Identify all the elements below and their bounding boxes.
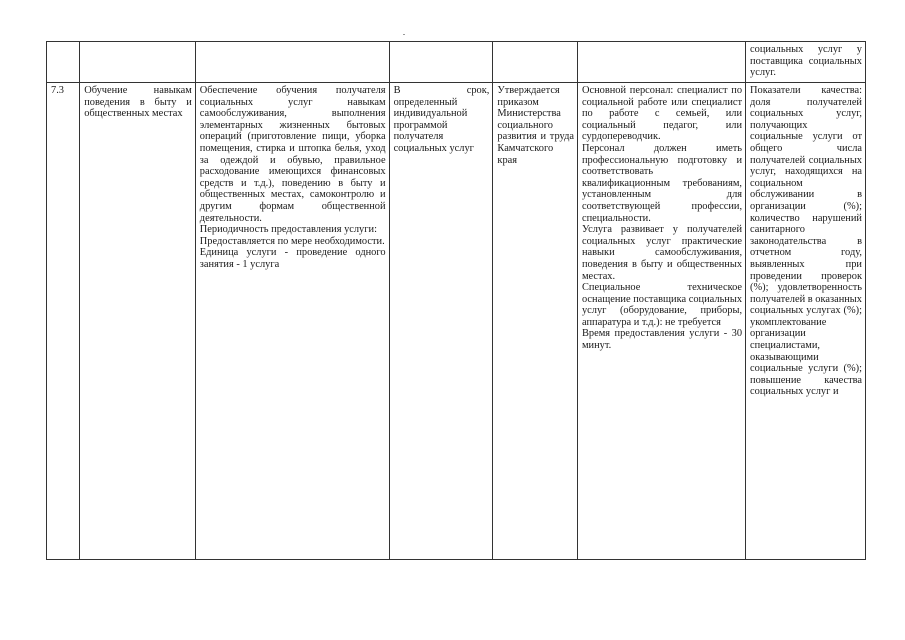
service-name-cell [80, 83, 196, 560]
quality-indicators: Показатели качества: доля получателей социальных услуг, получающих социальные услуги от общего числа получателей социальных услуг, находящихся на социальном обслуживании в организации (%); количество нарушений санитарного законодательства в отчетном году, выявленных при проведении проверок (%); удовлетворенность получателей в оказанных социальных услугах (%); укомплектование организации специалистами, оказывающими социальные услуги (%); повышение качества социальных услуг и [750, 85, 862, 398]
continuation-row [47, 42, 866, 83]
approval-cell [493, 83, 578, 560]
cont-number-cell [47, 42, 80, 83]
page-speck [403, 34, 405, 35]
approval-text: Утверждается приказом Министерства социального развития и труда Камчатского края [497, 85, 574, 166]
service-unit-text: Единица услуги - проведение одного занятия - 1 услуга [199, 247, 386, 270]
services-table [46, 41, 866, 560]
row-number: 7.3 [51, 85, 64, 96]
periodicity-heading: Периодичность предоставления услуги: [199, 224, 377, 236]
cont-quality-cell [746, 42, 866, 83]
cont-staff-cell [577, 42, 745, 83]
staff-cell [577, 83, 745, 560]
cont-approval-cell [493, 42, 578, 83]
quality-cell [746, 83, 866, 560]
service-name: Обучение навыкам поведения в быту и общественных местах [84, 85, 192, 120]
equipment-text: Специальное техническое оснащение поставщика социальных услуг (оборудование, приборы, аппаратура и т.д.): не требуется [581, 282, 743, 328]
cont-description-cell [195, 42, 389, 83]
description-paragraph: Обеспечение обучения получателя социальных услуг навыкам самообслуживания, выполнения элементарных жизненных бытовых операций (приготовление пищи, уборка помещения, стирка и штопка белья, уход за одеждой и обувью, правильное расходование имеющихся финансовых средств и т.д.), поведению в быту и общественных местах, самоконтролю и другим формам общественной деятельности. [199, 85, 386, 224]
cont-name-cell [80, 42, 196, 83]
service-effect: Услуга развивает у получателей социальных услуг практические навыки самообслуживания, поведения в быту и общественных местах. [581, 224, 743, 282]
cont-term-cell [389, 42, 493, 83]
row-number-cell [47, 83, 80, 560]
periodicity-text: Предоставляется по мере необходимости. [199, 235, 385, 247]
staff-requirements: Персонал должен иметь профессиональную подготовку и соответствовать квалификационным требованиям, установленным для соответствующей профессии, специальности. [581, 142, 743, 224]
service-term-cell [389, 83, 493, 560]
quality-tail-text: социальных услуг у поставщика социальных услуг. [750, 44, 862, 79]
service-description-cell [195, 83, 389, 560]
staff-main: Основной персонал: специалист по социальной работе или специалист по работе с семьей, или социальный педагог, или сурдопереводчик. [581, 85, 743, 143]
duration-text: Время предоставления услуги - 30 минут. [581, 328, 743, 352]
service-term: В срок, определенный индивидуальной программой получателя социальных услуг [393, 85, 490, 154]
service-row-7-3 [47, 83, 866, 560]
